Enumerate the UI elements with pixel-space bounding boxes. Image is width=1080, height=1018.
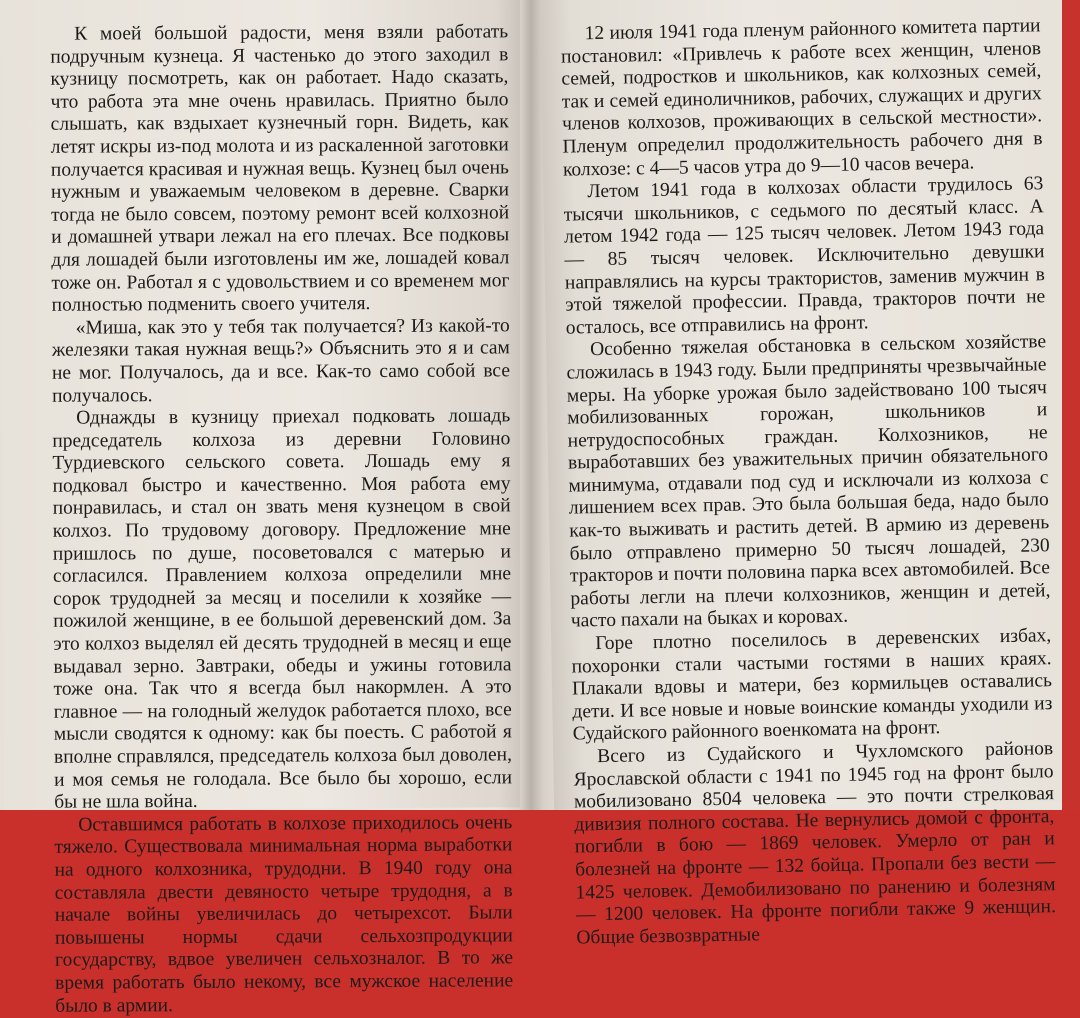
right-page xyxy=(540,0,1076,949)
left-paragraph-3: Однажды в кузницу приехал подковать лошадь председатель колхоза из деревни Головино Турдиевского сельского совета. Лошадь ему я подковал быстро и качественно. Моя работа ему понравилась, и стал он звать меня кузнецом в свой колхоз. По трудовому договору. Предложение мне пришлось по душе, посоветовался с матерью и согласился. Правлением колхоза определили мне сорок трудодней за месяц и поселили к хозяйке — пожилой женщине, в ее большой деревенский дом. За это колхоз выделял ей десять трудодней в месяц и еще выдавал зерно. Завтраки, обеды и ужины готовила тоже она. Так что я всегда был накормлен. А это главное — на голодный желудок работается плохо, все мысли сводятся к одному: как бы поесть. С работой я вполне справлялся, председатель колхоза был доволен, и моя семья не голодала. Все было бы хорошо, если бы не шла война. xyxy=(52,405,513,813)
left-page xyxy=(0,0,526,1017)
left-paragraph-4: Оставшимся работать в колхозе приходилось очень тяжело. Существовала минимальная норма выработки на одного колхозника, трудодни. В 1940 году она составляла двести девяносто четыре трудодня, а в начале войны увеличилась до четырехсот. Были повышены нормы сдачи сельхозпродукции государству, вдвое увеличен сельхозналог. В то же время работать было некому, все мужское население было в армии. xyxy=(54,812,514,1017)
left-paragraph-2: «Миша, как это у тебя так получается? Из какой-то железяки такая нужная вещь?» Объяснить это я и сам не мог. Получалось, да и все. Как-то само собой все получалось. xyxy=(51,315,511,407)
left-paragraph-1: К моей большой радости, меня взяли работать подручным кузнеца. Я частенько до этого заходил в кузницу посмотреть, как он работает. Надо сказать, что работа эта мне очень нравилась. Приятно было слышать, как вздыхает кузнечный горн. Видеть, как летят искры из-под молота и из раскаленной заготовки получается красивая и нужная вещь. Кузнец был очень нужным и уважаемым человеком в деревне. Сварки тогда не было совсем, поэтому ремонт всей колхозной и домашней утвари лежал на его плечах. Все подковы для лошадей были изготовлены им же, лошадей ковал тоже он. Работал я с удовольствием и со временем мог полностью подменить своего учителя. xyxy=(50,21,510,316)
right-paragraph-2: Летом 1941 года в колхозах области трудилось 63 тысячи школьников, с седьмого по десятый класс. А летом 1942 года — 125 тысяч человек. Летом 1943 года — 85 тысяч человек. Исключительно девушки направлялись на курсы трактористов, заменив мужчин в этой тяжелой профессии. Правда, тракторов почти не осталось, все отправились на фронт. xyxy=(563,173,1046,339)
right-paragraph-4: Горе плотно поселилось в деревенских избах, похоронки стали частыми гостями в наших краях. Плакали вдовы и матери, без кормильцев оставались дети. И все новые и новые воинские команды уходили из Судайского районного военкомата на фронт. xyxy=(571,625,1053,745)
book-spine xyxy=(520,0,542,810)
right-paragraph-3: Особенно тяжелая обстановка в сельском хозяйстве сложилась в 1943 году. Были предприняты чрезвычайные меры. На уборке урожая было задействовано 100 тысяч мобилизованных горожан, школьников и нетрудоспособных граждан. Колхозников, не выработавших без уважительных причин обязательного минимума, отдавали под суд и исключали из колхоза с лишением всех прав. Это была большая беда, надо было как-то выживать и растить детей. В армию из деревень было отправлено примерно 50 тысяч лошадей, 230 тракторов и почти половина парка всех автомобилей. Все работы легли на плечи колхозников, женщин и детей, часто пахали на быках и коровах. xyxy=(566,331,1051,632)
right-paragraph-1: 12 июля 1941 года пленум районного комитета партии постановил: «Привлечь к работе всех женщин, членов семей, подростков и школьников, как колхозных семей, так и семей единоличников, рабочих, служащих и других членов колхозов, проживающих в сельской местности». Пленум определил продолжительность рабочего дня в колхозе: с 4—5 часов утра до 9—10 часов вечера. xyxy=(560,15,1043,181)
cover-edge xyxy=(1062,0,1080,810)
right-paragraph-5: Всего из Судайского и Чухломского районов Ярославской области с 1941 по 1945 год на фронт было мобилизовано 8504 человека — это почти стрелковая дивизия полного состава. Не вернулись домой с фронта, погибли в бою — 1869 человек. Умерло от ран и болезней на фронте — 132 бойца. Пропали без вести — 1425 человек. Демобилизовано по ранению и болезням — 1200 человек. На фронте погибли также 9 женщин. Общие безвозвратные xyxy=(573,738,1057,949)
